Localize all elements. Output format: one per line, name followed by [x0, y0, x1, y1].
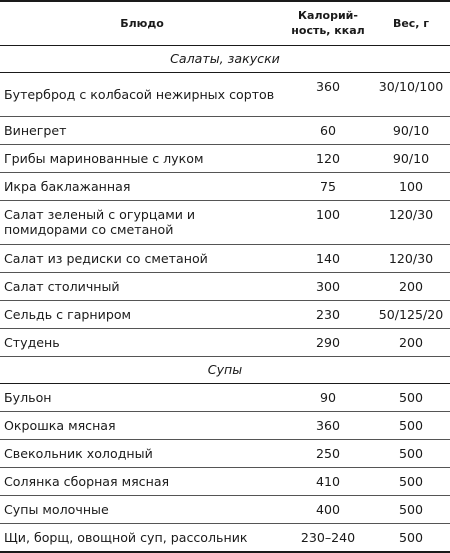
table-row — [0, 439, 450, 467]
weight-cell: 120/30 — [372, 200, 450, 244]
table-row — [0, 300, 450, 328]
weight-cell: 90/10 — [372, 116, 450, 144]
calories-cell: 230 — [284, 300, 372, 328]
table-header — [0, 1, 450, 45]
weight-cell: 500 — [372, 495, 450, 523]
dish-cell: Студень — [0, 328, 284, 356]
table-row — [0, 411, 450, 439]
table-row — [0, 200, 450, 244]
calories-cell: 140 — [284, 244, 372, 272]
weight-cell: 500 — [372, 383, 450, 411]
calories-cell: 100 — [284, 200, 372, 244]
weight-cell: 500 — [372, 523, 450, 552]
dish-cell: Бульон — [0, 383, 284, 411]
weight-cell: 200 — [372, 328, 450, 356]
weight-cell: 50/125/20 — [372, 300, 450, 328]
weight-cell: 500 — [372, 439, 450, 467]
table-row — [0, 328, 450, 356]
dish-cell: Бутерброд с колбасой нежирных сортов — [0, 72, 284, 116]
section-title: Супы — [0, 356, 450, 383]
calories-cell: 230–240 — [284, 523, 372, 552]
table-row — [0, 172, 450, 200]
dish-cell: Щи, борщ, овощной суп, рассольник — [0, 523, 284, 552]
table-row — [0, 467, 450, 495]
section-header — [0, 45, 450, 72]
dish-cell: Окрошка мясная — [0, 411, 284, 439]
calories-cell: 250 — [284, 439, 372, 467]
dish-cell: Свекольник холодный — [0, 439, 284, 467]
dish-cell: Икра баклажанная — [0, 172, 284, 200]
calories-cell: 90 — [284, 383, 372, 411]
dish-cell: Винегрет — [0, 116, 284, 144]
table-body — [0, 45, 450, 552]
calories-cell: 120 — [284, 144, 372, 172]
section-header — [0, 356, 450, 383]
weight-cell: 90/10 — [372, 144, 450, 172]
header-weight: Вес, г — [372, 1, 450, 45]
weight-cell: 120/30 — [372, 244, 450, 272]
calories-cell: 75 — [284, 172, 372, 200]
dish-cell: Супы молочные — [0, 495, 284, 523]
weight-cell: 100 — [372, 172, 450, 200]
table-row — [0, 495, 450, 523]
weight-cell: 30/10/100 — [372, 72, 450, 116]
table-row — [0, 116, 450, 144]
dish-cell: Грибы маринованные с луком — [0, 144, 284, 172]
dish-cell: Сельдь с гарниром — [0, 300, 284, 328]
table-row — [0, 523, 450, 552]
header-calories: Калорий- ность, ккал — [284, 1, 372, 45]
calories-cell: 290 — [284, 328, 372, 356]
calories-cell: 410 — [284, 467, 372, 495]
weight-cell: 500 — [372, 467, 450, 495]
dish-cell: Солянка сборная мясная — [0, 467, 284, 495]
calories-cell: 60 — [284, 116, 372, 144]
calories-cell: 360 — [284, 411, 372, 439]
dish-cell: Салат столичный — [0, 272, 284, 300]
dish-cell: Салат из редиски со сметаной — [0, 244, 284, 272]
weight-cell: 200 — [372, 272, 450, 300]
calories-cell: 400 — [284, 495, 372, 523]
table-row — [0, 244, 450, 272]
header-dish: Блюдо — [0, 1, 284, 45]
calories-cell: 300 — [284, 272, 372, 300]
dish-cell: Салат зеленый с огурцами и помидорами со сметаной — [0, 200, 284, 244]
table-row — [0, 272, 450, 300]
table-row — [0, 383, 450, 411]
calories-cell: 360 — [284, 72, 372, 116]
section-title: Салаты, закуски — [0, 45, 450, 72]
table-row — [0, 72, 450, 116]
weight-cell: 500 — [372, 411, 450, 439]
table-row — [0, 144, 450, 172]
